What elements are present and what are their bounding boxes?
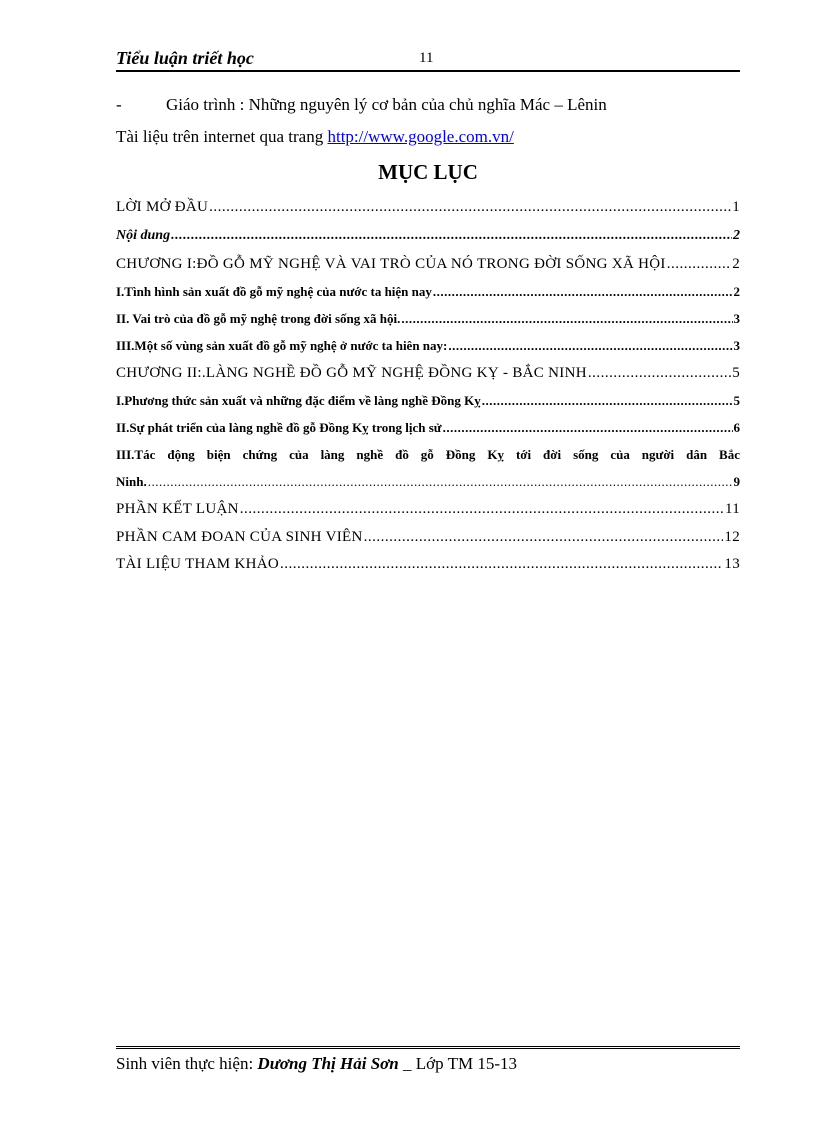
toc-entry-page: 12 [724,529,740,545]
toc-entry-page: 13 [724,556,740,572]
toc-entry-label: I.Phương thức sản xuất và những đặc điểm về làng nghề Đồng Kỵ [116,393,481,408]
toc-entry-page: 9 [733,474,740,489]
toc-entry-label: II. Vai trò của đồ gỗ mỹ nghệ trong đời sống xã hội. [116,311,401,326]
reference-item-internet [116,127,514,147]
toc-entry-label: I.Tình hình sản xuất đồ gỗ mỹ nghệ của nước ta hiện nay [116,284,432,299]
student-name: Dương Thị Hải Sơn [257,1054,399,1073]
toc-entry[interactable] [116,441,740,495]
toc-entry-label: CHƯƠNG II:.LÀNG NGHỀ ĐỒ GỖ MỸ NGHỆ ĐỒNG KỴ - BẮC NINH [116,365,587,381]
header-title: Tiểu luận triết học [116,48,254,68]
dot-leader [209,198,731,216]
toc-entry[interactable] [116,555,740,573]
toc-entry[interactable] [116,310,740,328]
toc-entry-page: 3 [733,338,740,353]
toc-entry-page: 6 [733,420,740,435]
toc-entry-label: III.Một số vùng sản xuất đồ gỗ mỹ nghệ ở nước ta hiên nay: [116,338,448,353]
dot-leader [448,337,732,355]
dot-leader [443,419,733,437]
bullet: - [116,95,122,114]
dot-leader [171,227,732,245]
page-header [116,48,740,72]
toc-entry[interactable] [116,337,740,355]
dot-leader [433,283,733,301]
footer-prefix: Sinh viên thực hiện: [116,1054,258,1073]
toc-entry[interactable] [116,283,740,301]
toc-title: MỤC LỤC [378,160,478,184]
toc-entry[interactable] [116,500,740,518]
toc-entry-page: 2 [733,228,740,243]
toc-entry-label: III.Tác động biện chứng của làng nghề đồ gỗ Đồng Kỵ tới đời sống của người dân Bắc [116,447,740,462]
toc-entry-page: 2 [732,256,740,272]
dot-leader [667,255,731,273]
toc-entry-label: PHẦN CAM ĐOAN CỦA SINH VIÊN [116,529,363,545]
footer-rule [116,1046,740,1049]
reference-link[interactable]: http://www.google.com.vn/ [327,127,514,146]
footer [116,1054,517,1074]
toc-entry-label: CHƯƠNG I:ĐỒ GỖ MỸ NGHỆ VÀ VAI TRÒ CỦA NÓ TRONG ĐỜI SỐNG XÃ HỘI [116,256,666,272]
toc-entry-page: 11 [724,501,740,517]
toc-entry-page: 5 [733,393,740,408]
toc-entry[interactable] [116,364,740,382]
page-number: 11 [419,50,434,66]
toc-entry[interactable] [116,227,740,245]
toc-entry-label: LỜI MỞ ĐẦU [116,199,209,215]
dot-leader [148,468,733,495]
toc-entry-page: 2 [733,284,740,299]
toc-entry[interactable] [116,255,740,273]
toc-entry-label: II.Sự phát triển của làng nghề đồ gỗ Đồng Kỵ trong lịch sử [116,420,442,435]
toc-entry-label: TÀI LIỆU THAM KHẢO [116,556,280,572]
toc-entry-page: 5 [732,365,740,381]
toc-entry[interactable] [116,528,740,546]
toc-entry-page: 3 [733,311,740,326]
toc-entry-label: Nội dung [116,228,171,243]
dot-leader [364,528,724,546]
reference-item-textbook [116,95,607,115]
toc-entry-label: PHẦN KẾT LUẬN [116,501,239,517]
dot-leader [401,310,732,328]
toc-entry-label-cont: Ninh. [116,474,147,489]
reference-text: Tài liệu trên internet qua trang [116,127,328,146]
dot-leader [588,364,731,382]
toc-entry[interactable] [116,392,740,410]
toc-entry[interactable] [116,198,740,216]
dot-leader [280,555,723,573]
dot-leader [240,500,724,518]
footer-class: _ Lớp TM 15-13 [398,1054,517,1073]
toc-entry[interactable] [116,419,740,437]
toc-entry-page: 1 [732,199,740,215]
dot-leader [482,392,733,410]
reference-text: Giáo trình : Những nguyên lý cơ bản của chủ nghĩa Mác – Lênin [166,95,607,114]
